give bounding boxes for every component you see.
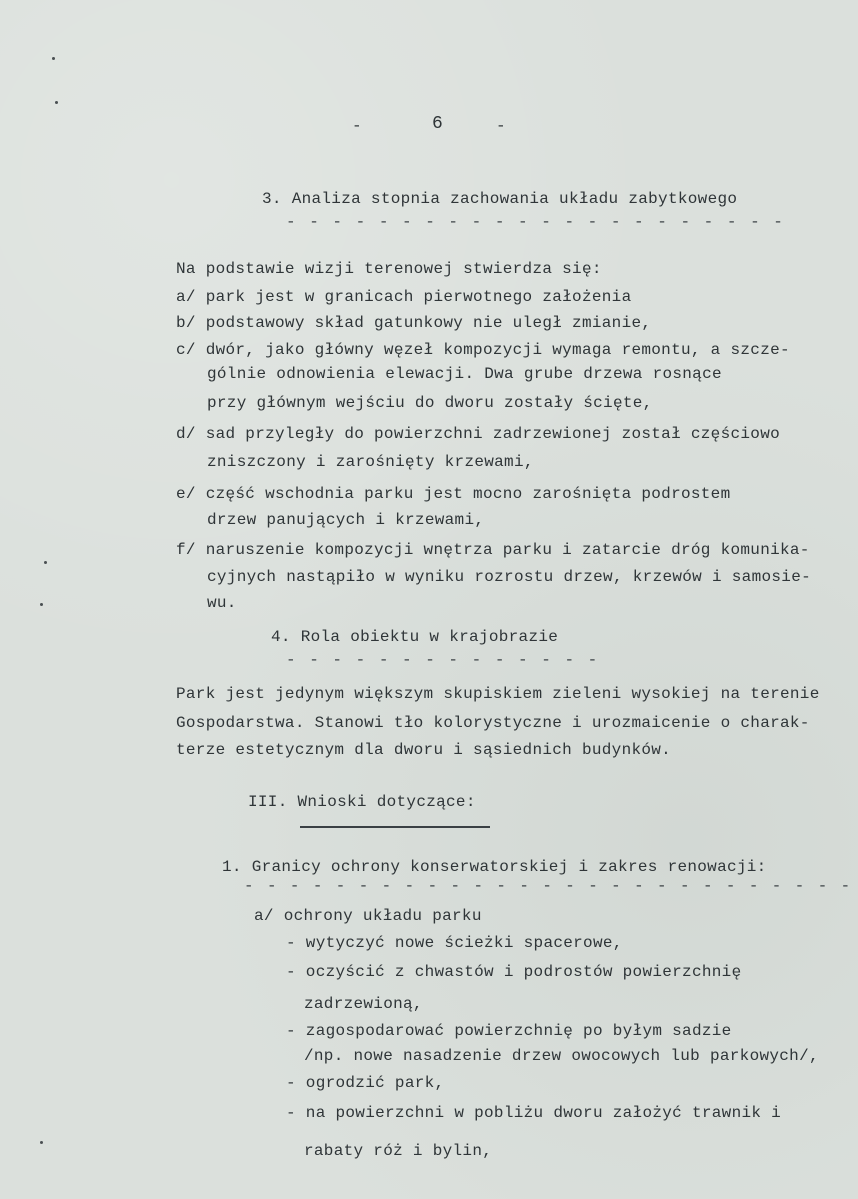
section-iii-heading-underline xyxy=(300,826,490,828)
bullet-orchard-line2: /np. nowe nasadzenie drzew owocowych lub parkowych/, xyxy=(304,1047,819,1065)
section-3-heading-underline: - - - - - - - - - - - - - - - - - - - - - - xyxy=(286,213,785,231)
section-4-paragraph-line3: terze estetycznym dla dworu i sąsiednich budynków. xyxy=(176,741,672,759)
item-d-line1: d/ sad przyległy do powierzchni zadrzewionej został częściowo xyxy=(176,425,780,443)
item-f-line2: cyjnych nastąpiło w wyniku rozrostu drzew, krzewów i samosie- xyxy=(207,568,811,586)
bullet-clean-line1: - oczyścić z chwastów i podrostów powierzchnię xyxy=(286,963,742,981)
item-d-line2: zniszczony i zarośnięty krzewami, xyxy=(207,453,534,471)
margin-speck xyxy=(40,603,43,606)
page-number-dash-left: - xyxy=(352,117,362,135)
bullet-orchard-line1: - zagospodarować powierzchnię po byłym sadzie xyxy=(286,1022,732,1040)
item-c-line1: c/ dwór, jako główny węzeł kompozycji wymaga remontu, a szcze- xyxy=(176,341,790,359)
margin-speck xyxy=(52,57,55,60)
bullet-lawn-line2: rabaty róż i bylin, xyxy=(304,1142,493,1160)
item-f-line3: wu. xyxy=(207,594,237,612)
subsection-1-heading: 1. Granicy ochrony konserwatorskiej i zakres renowacji: xyxy=(222,858,767,876)
item-b: b/ podstawowy skład gatunkowy nie uległ zmianie, xyxy=(176,314,652,332)
section-4-heading-underline: - - - - - - - - - - - - - - xyxy=(286,651,600,669)
bullet-fence: - ogrodzić park, xyxy=(286,1074,445,1092)
margin-speck xyxy=(44,561,47,564)
item-f-line1: f/ naruszenie kompozycji wnętrza parku i zatarcie dróg komunika- xyxy=(176,541,810,559)
item-c-line2: gólnie odnowienia elewacji. Dwa grube drzewa rosnące xyxy=(207,365,722,383)
bullet-lawn-line1: - na powierzchni w pobliżu dworu założyć trawnik i xyxy=(286,1104,782,1122)
margin-speck xyxy=(55,101,58,104)
margin-speck xyxy=(40,1141,43,1144)
page-number: 6 xyxy=(432,114,443,134)
section-4-paragraph-line1: Park jest jedynym większym skupiskiem zieleni wysokiej na terenie xyxy=(176,685,820,703)
page-number-dash-right: - xyxy=(496,117,506,135)
item-e-line2: drzew panujących i krzewami, xyxy=(207,511,485,529)
section-3-intro: Na podstawie wizji terenowej stwierdza się: xyxy=(176,260,602,278)
section-4-paragraph-line2: Gospodarstwa. Stanowi tło kolorystyczne i urozmaicenie o charak- xyxy=(176,714,810,732)
section-3-heading: 3. Analiza stopnia zachowania układu zabytkowego xyxy=(262,190,738,208)
item-e-line1: e/ część wschodnia parku jest mocno zarośnięta podrostem xyxy=(176,485,731,503)
section-iii-heading: III. Wnioski dotyczące: xyxy=(248,793,476,811)
item-a: a/ park jest w granicach pierwotnego założenia xyxy=(176,288,632,306)
section-4-heading: 4. Rola obiektu w krajobrazie xyxy=(271,628,559,646)
subsection-1-item-a: a/ ochrony układu parku xyxy=(254,907,482,925)
item-c-line3: przy głównym wejściu do dworu zostały ścięte, xyxy=(207,394,653,412)
subsection-1-heading-underline: - - - - - - - - - - - - - - - - - - - - - - - - - - - xyxy=(244,877,853,895)
bullet-paths: - wytyczyć nowe ścieżki spacerowe, xyxy=(286,934,623,952)
bullet-clean-line2: zadrzewioną, xyxy=(304,995,423,1013)
